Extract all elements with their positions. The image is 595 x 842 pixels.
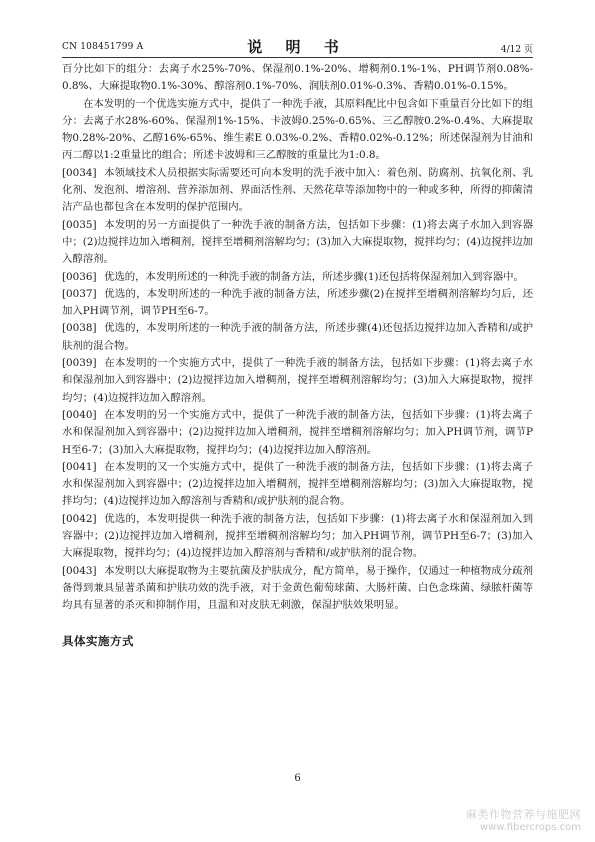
paragraph-text: 在本发明的另一个实施方式中，提供了一种洗手液的制备方法，包括如下步骤：(1)将去离子水和保湿剂加入到容器中；(2)边搅拌边加入增稠剂，搅拌至增稠剂溶解均匀；加入PH调节剂，调节PH至6-7；(3)加入大麻提取物，搅拌均匀；(4)边搅拌边加入醇溶剂。 [62,408,533,456]
paragraph-number: [0039] [62,357,97,370]
paragraph-number: [0038] [62,322,97,335]
document-title: 说 明 书 [247,38,348,56]
watermark-url: www.fibercrops.com [479,822,581,833]
section-heading: 具体实施方式 [62,633,134,648]
page-header [62,36,533,56]
paragraph-0038 [62,320,533,355]
paragraph-text: 百分比如下的组分：去离子水25%-70%、保湿剂0.1%-20%、增稠剂0.1%-1%、PH调节剂0.08%-0.8%、大麻提取物0.1%-30%、醇溶剂0.1%-70%、润肤剂0.01%-0.3%、香精0.01%-0.15%。 [62,63,533,93]
paragraph-text: 在本发明的又一个实施方式中，提供了一种洗手液的制备方法，包括如下步骤：(1)将去离子水和保湿剂加入到容器中；(2)边搅拌边加入增稠剂，搅拌至增稠剂溶解均匀；(3)加入大麻提取物，搅拌均匀；(4)边搅拌边加入醇溶剂与香精和/或护肤剂的混合物。 [62,460,533,508]
watermark [466,808,581,834]
paragraph-text: 优选的，本发明所述的一种洗手液的制备方法，所述步骤(4)还包括边搅拌边加入香精和/或护肤剂的混合物。 [62,322,533,352]
paragraph-number: [0037] [62,287,97,300]
header-rule [62,57,533,58]
paragraph-number: [0041] [62,460,97,473]
watermark-site-name: 麻类作物营养与施肥网 [466,808,581,821]
paragraph-0043 [62,563,533,615]
paragraph-0040 [62,407,533,459]
page-indicator: 4/12 页 [500,45,533,55]
paragraph-text: 在本发明的一个优选实施方式中，提供了一种洗手液，其原料配比中包含如下重量百分比如下的组分：去离子水28%-60%、保湿剂1%-15%、卡波姆0.25%-0.65%、三乙醇胺0.2%-0.4%、大麻提取物0.28%-20%、乙醇16%-65%、维生素E 0.03%-0.2%、香精0.02%-0.12%；所述保湿剂为甘油和丙二醇以1:2重量比的组合；所述卡波姆和三乙醇胺的重量比为1:0.8。 [62,97,533,162]
paragraph-continued [62,61,533,96]
paragraph-text: 本领域技术人员根据实际需要还可向本发明的洗手液中加入：着色剂、防腐剂、抗氧化剂、乳化剂、发泡剂、增溶剂、营养添加剂、界面活性剂、天然花草等添加物中的一种或多种，所得的抑菌清洁产品也都包含在本发明的保护范围内。 [62,166,533,214]
paragraph-0039 [62,355,533,407]
paragraph-0035 [62,217,533,269]
paragraph-0037 [62,286,533,321]
paragraph-text: 本发明的另一方面提供了一种洗手液的制备方法，包括如下步骤：(1)将去离子水加入到容器中；(2)边搅拌边加入增稠剂，搅拌至增稠剂溶解均匀；(3)加入大麻提取物，搅拌均匀；(4)边搅拌边加入醇溶剂。 [62,218,533,266]
paragraph-number: [0036] [62,270,97,283]
paragraph-0034 [62,165,533,217]
paragraph-number: [0043] [62,564,97,577]
paragraph-number: [0042] [62,512,97,525]
paragraph-text: 在本发明的一个实施方式中，提供了一种洗手液的制备方法，包括如下步骤：(1)将去离子水和保湿剂加入到容器中；(2)边搅拌边加入增稠剂，搅拌至增稠剂溶解均匀；(3)加入大麻提取物，搅拌均匀；(4)边搅拌边加入醇溶剂。 [62,357,533,404]
paragraph-text: 优选的，本发明所述的一种洗手液的制备方法，所述步骤(2)在搅拌至增稠剂溶解均匀后，还加入PH调节剂，调节PH至6-7。 [62,287,533,318]
paragraph-number: [0034] [62,166,97,179]
document-body [62,61,533,649]
paragraph-0042 [62,511,533,563]
paragraph-text: 优选的，本发明提供一种洗手液的制备方法，包括如下步骤：(1)将去离子水和保湿剂加入到容器中；(2)边搅拌边加入增稠剂，搅拌至增稠剂溶解均匀；加入PH调节剂，调节PH至6-7；(3)加入大麻提取物，搅拌均匀；(4)边搅拌边加入醇溶剂与香精和/或护肤剂的混合物。 [62,512,533,560]
paragraph-text: 优选的，本发明所述的一种洗手液的制备方法，所述步骤(1)还包括将保湿剂加入到容器中。 [104,270,524,283]
paragraph [62,96,533,165]
paragraph-0041 [62,459,533,511]
paragraph-number: [0040] [62,408,97,421]
paragraph-text: 本发明以大麻提取物为主要抗菌及护肤成分，配方简单，易于操作，仅通过一种植物成分疏剂备得到兼具显著杀菌和护肤功效的洗手液，对于金黄色葡萄球菌、大肠杆菌、白色念珠菌、绿脓杆菌等均具有显著的杀灭和抑制作用，且温和对皮肤无刺激，保湿护肤效果明显。 [62,564,533,612]
page-number: 6 [294,773,301,784]
paragraph-0036 [62,269,533,286]
patent-number: CN 108451799 A [62,42,144,52]
paragraph-number: [0035] [62,218,97,231]
